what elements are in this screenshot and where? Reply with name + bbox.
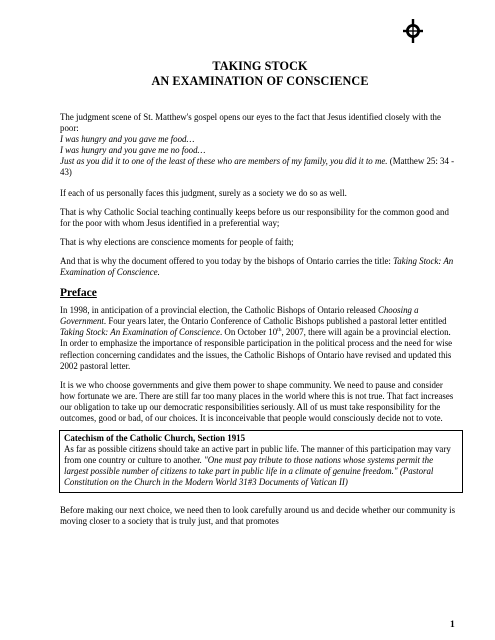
cross-seal-icon — [400, 18, 426, 44]
preface-heading: Preface — [60, 287, 97, 300]
verse-line-3: Just as you did it to one of the least of these who are members of my family, you did it to me. (Matthew 25: 34 - 43) — [60, 156, 455, 178]
document-title-line2: AN EXAMINATION OF CONSCIENCE — [151, 74, 369, 88]
paragraph-elections: That is why elections are conscience moments for people of faith; — [60, 236, 294, 247]
document-title-line1: TAKING STOCK — [212, 59, 308, 73]
catechism-callout-box — [59, 430, 463, 492]
preface-paragraph-1: In 1998, in anticipation of a provincial election, the Catholic Bishops of Ontario released Choosing a Government. Four years later, the Ontario Conference of Catholic Bishops published a pastoral letter entitled Taking Stock: An Examination of Conscience. On October 10th, 2007, there will again be a provincial election. In order to emphasize the importance of responsible participation in the political process and the need for wise reflection concerning candidates and the issues, the Catholic Bishops of Ontario have revised and updated this 2002 pastoral letter. — [60, 305, 453, 371]
preface-paragraph-2: It is we who choose governments and give them power to shape community. We need to pause and consider how fortunate we are. There are still far too many places in the world where this is not true. That fact increases our obligation to take up our democratic responsibilities seriously. All of us must take responsibility for the outcomes, good or bad, of our choices. It is inconceivable that people would consciously decide not to vote. — [60, 379, 454, 423]
paragraph-society: If each of us personally faces this judgment, surely as a society we do so as well. — [60, 187, 347, 198]
catechism-heading: Catechism of the Catholic Church, Section 1915 — [64, 433, 246, 444]
verse-line-1: I was hungry and you gave me food… — [60, 134, 195, 145]
page-number: 1 — [450, 620, 455, 630]
intro-lead: The judgment scene of St. Matthew's gospel opens our eyes to the fact that Jesus identified closely with the poor: — [60, 112, 441, 134]
verse-line-2: I was hungry and you gave me no food… — [60, 145, 206, 156]
catechism-text: As far as possible citizens should take an active part in public life. The manner of this participation may vary from one country or culture to another. "One must pay tribute to those nations whose systems permit the largest possible number of citizens to take part in public life in a climate of genuine freedom." (Pastoral Constitution on the Church in the Modern World 31#3 Documents of Vatican II) — [64, 444, 451, 488]
closing-paragraph: Before making our next choice, we need then to look carefully around us and decide whether our community is moving closer to a society that is truly just, and that promotes — [60, 504, 456, 526]
document-body — [60, 112, 460, 535]
paragraph-document-title: And that is why the document offered to you today by the bishops of Ontario carries the title: Taking Stock: An Examination of Conscience. — [60, 255, 454, 278]
paragraph-social-teaching: That is why Catholic Social teaching continually keeps before us our responsibility for the common good and for the poor with whom Jesus identified in a preferential way; — [60, 206, 449, 228]
